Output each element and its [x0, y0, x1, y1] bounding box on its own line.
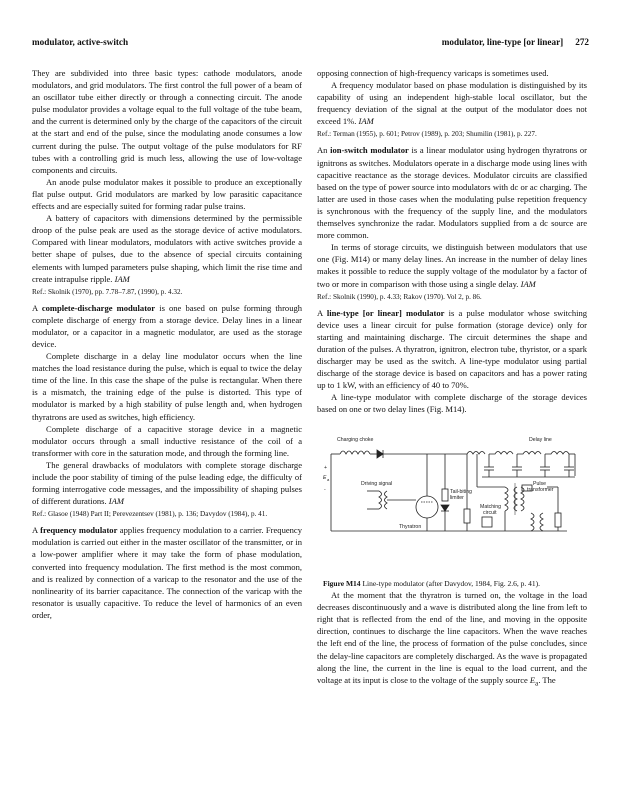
label-minus: -: [324, 487, 326, 494]
running-header-right-title: modulator, line-type [or linear]: [441, 37, 564, 47]
paragraph: [317, 79, 587, 127]
driving-signal-transformer: [379, 491, 382, 509]
entry-complete-discharge-modulator: A complete-discharge modulator is one based on pulse forming through complete discharge of energy from a storage device. Delay lines in a linear modulator, or a capacitor in a magnetic modulator, are used as the storage device.: [32, 302, 303, 349]
reference: Ref.: Skolnik (1970), pp. 7.78–7.87, (1990), p. 4.32.: [32, 287, 183, 296]
label-circuit: circuit: [483, 510, 497, 517]
pulse-transformer: [505, 487, 508, 511]
thyratron-tube: [416, 496, 438, 518]
reference: Ref.: Skolnik (1990), p. 4.33; Rakov (1970). Vol 2, p. 86.: [317, 292, 482, 301]
paragraph-text: A frequency modulator based on phase modulation is distinguished by its capability of using an independent high-stable local oscillator, but the frequency deviation of the signal at the output of the modulator does not exceed 1%.: [317, 80, 587, 127]
author-initials: IAM: [108, 496, 124, 507]
label-plus: +: [324, 465, 328, 472]
paragraph: A line-type modulator with complete discharge of the storage devices based on one or two delay lines (Fig. M14).: [317, 392, 587, 415]
paragraph-text: A battery of capacitors with dimensions determined by the permissible droop of the pulse peak are used as the storage device of active modulators. Compared with linear modulators, modulators with active switches provide a better shape of pulses, due to the absence of special circuits containing elements with lumped parameters pulse shaping, which limit the rise time and create intrapulse ripple.: [32, 213, 302, 284]
running-header-left: modulator, active-switch: [32, 37, 129, 47]
left-column: [32, 67, 302, 621]
figure-caption: [317, 579, 587, 590]
right-column: [317, 67, 587, 689]
label-ea-sub: a: [327, 477, 330, 483]
delay-line-inductors: [467, 452, 569, 455]
label-transformer: transformer: [527, 487, 554, 494]
label-driving-signal: Driving signal: [361, 481, 393, 488]
author-initials: IAM: [520, 278, 536, 289]
figure-m14-circuit-diagram: [317, 421, 587, 571]
author-initials: IAM: [358, 116, 374, 127]
reference: Ref.: Terman (1955), p. 601; Petrov (1989), p. 203; Shumilin (1981), p. 227.: [317, 130, 537, 139]
entry-ion-switch-modulator: An ion-switch modulator is a linear modulator using hydrogen thyratrons or ignitrons as switches. Modulators operate in a discharge mode using lines with capacitive reactance as the storage devices. Modulator circuits are classified based on the type of power source into modulators with dc or ac charging. The latter are used in those cases when the modulating pulse repetition frequency is synchronous with the frequency of the supply line, and the modulators themselves synchronize the radar. Modulators supplied from a dc source are more common.: [317, 145, 587, 241]
paragraph: [317, 241, 587, 289]
paragraph-text: At the moment that the thyratron is turned on, the voltage in the load decreases discontinuously and a wave is distributed along the line from left to right that is reflected from the end of the line, and moving in the opposite direction, continues to discharge the line capacitors. When the wave reaches the left end of the line, the process of formation of the pulse concludes, since the delay-line capacitors are completely discharged. As the wave is propagated along the line, the current in the line is equal to the load current, and the voltage at its input is close to the voltage of the supply source: [317, 590, 587, 685]
paragraph: Complete discharge of a capacitive storage device in a magnetic modulator occurs through a small inductive resistance of the coil of a transformer with core in the saturation mode, and through the forming line.: [32, 423, 302, 458]
paragraph-text: In terms of storage circuits, we distinguish between modulators that use one (Fig. M14) or many delay lines. An increase in the number of delay lines makes it possible to reduce the supply voltage of the modulator by a factor of two or more in comparison with those using a single delay.: [317, 242, 587, 289]
running-header-right: [442, 37, 589, 47]
paragraph: They are subdivided into three basic types: cathode modulators, anode modulators, and grid modulators. The first control the full power of a beam of an oscillator tube either directly or through a connecting circuit. The anode pulse modulator provides a voltage equal to the full voltage of the tube beam, and the current is determined only by the charge of the capacitors of the circuit at the start and end of the pulse, since the modulating anode consumes a low current during the pulse. The output voltage of the pulse modulators for RF tubes with a controlling grid is much less, allowing the use of low-voltage components and circuits.: [32, 68, 302, 175]
entry-term: frequency modulator: [40, 525, 118, 536]
supply-voltage-symbol: E: [529, 674, 536, 685]
entry-line-type-modulator: A line-type [or linear] modulator is a pulse modulator whose switching device uses a linear circuit for pulse formation (storage device) only for starting and maintaining discharge. The circuit determines the shape and duration of the pulses. A thyratron, ignitron, electron tube, thyristor, or a spark discharger may be used as the switch. A line-type modulator using partial discharge of the storage device is based on capacitors and has a power rating up to 1 kW, with an efficiency of 40 to 70%.: [317, 307, 588, 391]
paragraph-text-end: . The: [538, 674, 556, 685]
paragraph: [32, 212, 302, 285]
charging-choke-coil: [340, 451, 370, 454]
label-delay-line: Delay line: [529, 437, 552, 444]
label-tail-biting: Tail-biting: [450, 489, 472, 496]
label-matching: Matching: [480, 504, 502, 511]
paragraph: [317, 589, 587, 689]
paragraph: An anode pulse modulator makes it possible to produce an exceptionally flat pulse output. Grid modulators are marked by low parasitic capacitance effects and are especially suited for forming radar pulse trains.: [32, 176, 302, 212]
paragraph-text: The general drawbacks of modulators with complete storage discharge include the poor stability of timing of the pulse leading edge, the difficulty of forming interrogative code messages, and the impossibility of shaping pulses of different durations.: [32, 459, 302, 507]
paragraph: Complete discharge in a delay line modulator occurs when the line matches the load resistance during the pulse, which is equal to twice the delay time of the line. In this case the shape of the pulse is rectangular. When there is a mismatch, the training edge of the pulse is distorted. This type of modulator is marked by a high stability of pulse length and, when hydrogen thyratrons are used as switches, high efficiency.: [32, 351, 302, 422]
supply-voltage-subscript: a: [535, 679, 539, 688]
label-pulse: Pulse: [533, 481, 546, 488]
label-ea: E: [323, 475, 327, 482]
author-initials: IAM: [114, 273, 130, 284]
reference: Ref.: Glasoe (1948) Part II; Perevezentsev (1981), p. 136; Davydov (1984), p. 41.: [32, 510, 268, 519]
page-number: 272: [575, 37, 589, 47]
entry-term: line-type [or linear] modulator: [326, 307, 445, 318]
paragraph: opposing connection of high-frequency varicaps is sometimes used.: [317, 68, 549, 78]
entry-term: complete-discharge modulator: [41, 302, 156, 313]
paragraph: [32, 459, 302, 507]
label-limiter: limiter: [450, 495, 464, 502]
load-resistor: [555, 513, 561, 527]
tail-biting-limiter-resistor: [442, 489, 448, 501]
matching-circuit-resistor: [464, 509, 470, 523]
caption-text: Line-type modulator (after Davydov, 1984, Fig. 2.6, p. 41).: [362, 578, 541, 588]
caption-label: Figure M14: [323, 578, 361, 588]
delay-line-capacitors: [482, 454, 575, 477]
entry-frequency-modulator: A frequency modulator applies frequency modulation to a carrier. Frequency modulation is carried out either in the master oscillator of the transmitter, or in a low-power amplifier where it may take the form of phase modulation, converted into frequency modulation. The first method is the most common, and is realized by connection of a varicap to the resonator and the use of the nonlinearity of its barrier capacitance. The connection of the varicap with the resonator is usually capacitive. To reduce the level of harmonics of an even order,: [32, 525, 302, 620]
charging-diode: [377, 450, 383, 458]
label-charging-choke: Charging choke: [337, 437, 374, 444]
label-thyratron: Thyratron: [399, 524, 422, 531]
entry-term: ion-switch modulator: [330, 145, 409, 156]
